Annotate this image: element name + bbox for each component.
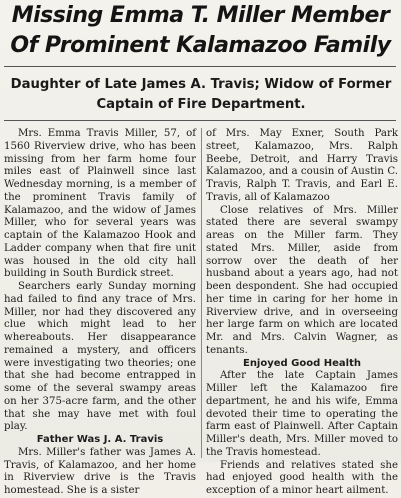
column-divider	[201, 128, 202, 458]
headline-line-1: Missing Emma T. Miller Member	[11, 3, 390, 28]
body-paragraph: Mrs. Miller's father was James A. Travis, of Kalamazoo, and her home in Riverview drive is the Travis homestead. She is a sister	[4, 446, 196, 496]
body-paragraph: Friends and relatives stated she had enjoyed good health with the exception of a minor heart ailment.	[206, 459, 398, 496]
subheading: Father Was J. A. Travis	[36, 434, 164, 445]
body-paragraph: Close relatives of Mrs. Miller stated there are several swampy areas on the Miller farm. They stated Mrs. Miller, aside from sorrow over the death of her husband about a years ago, had not been despondent. She had occupied her time in caring for her home in Riverview drive, and in overseeing her large farm on which are located Mr. and Mrs. Calvin Wagner, as tenants.	[206, 204, 398, 356]
article-column-right	[206, 128, 398, 496]
deck-line-2: Captain of Fire Department.	[96, 97, 306, 112]
deck-line-1: Daughter of Late James A. Travis; Widow of Former	[10, 77, 392, 92]
headline-rule	[4, 66, 396, 67]
body-paragraph: Mrs. Emma Travis Miller, 57, of 1560 Riverview drive, who has been missing from her farm home four miles east of Plainwell since last Wednesday morning, is a member of the prominent Travis family of Kalamazoo, and the widow of James Miller, who for several years was captain of the Kalamazoo Hook and Ladder company when that fire unit was housed in the old city hall building in South Burdick street.	[4, 128, 196, 280]
article-column-left	[4, 128, 196, 496]
deck-rule	[4, 120, 396, 121]
body-paragraph: After the late Captain James Miller left the Kalamazoo fire department, he and his wife, Emma devoted their time to operating the farm east of Plainwell. After Captain Miller's death, Mrs. Miller moved to the Travis homestead.	[206, 370, 398, 458]
subheading: Enjoyed Good Health	[242, 357, 361, 369]
body-paragraph: of Mrs. May Exner, South Park street, Kalamazoo, Mrs. Ralph Beebe, Detroit, and Harry Travis Kalamazoo, and a cousin of Austin C. Travis, Ralph T. Travis, and Earl E. Travis, all of Kalamazoo	[206, 128, 398, 203]
body-paragraph: Searchers early Sunday morning had failed to find any trace of Mrs. Miller, nor had they discovered any clue which might lead to her whereabouts. Her disappearance remained a mystery, and officers were investigating two theories; one that she had become entrapped in some of the several swampy areas on her 375-acre farm, and the other that she may have met with foul play.	[4, 281, 196, 433]
headline-line-2: Of Prominent Kalamazoo Family	[10, 33, 391, 58]
